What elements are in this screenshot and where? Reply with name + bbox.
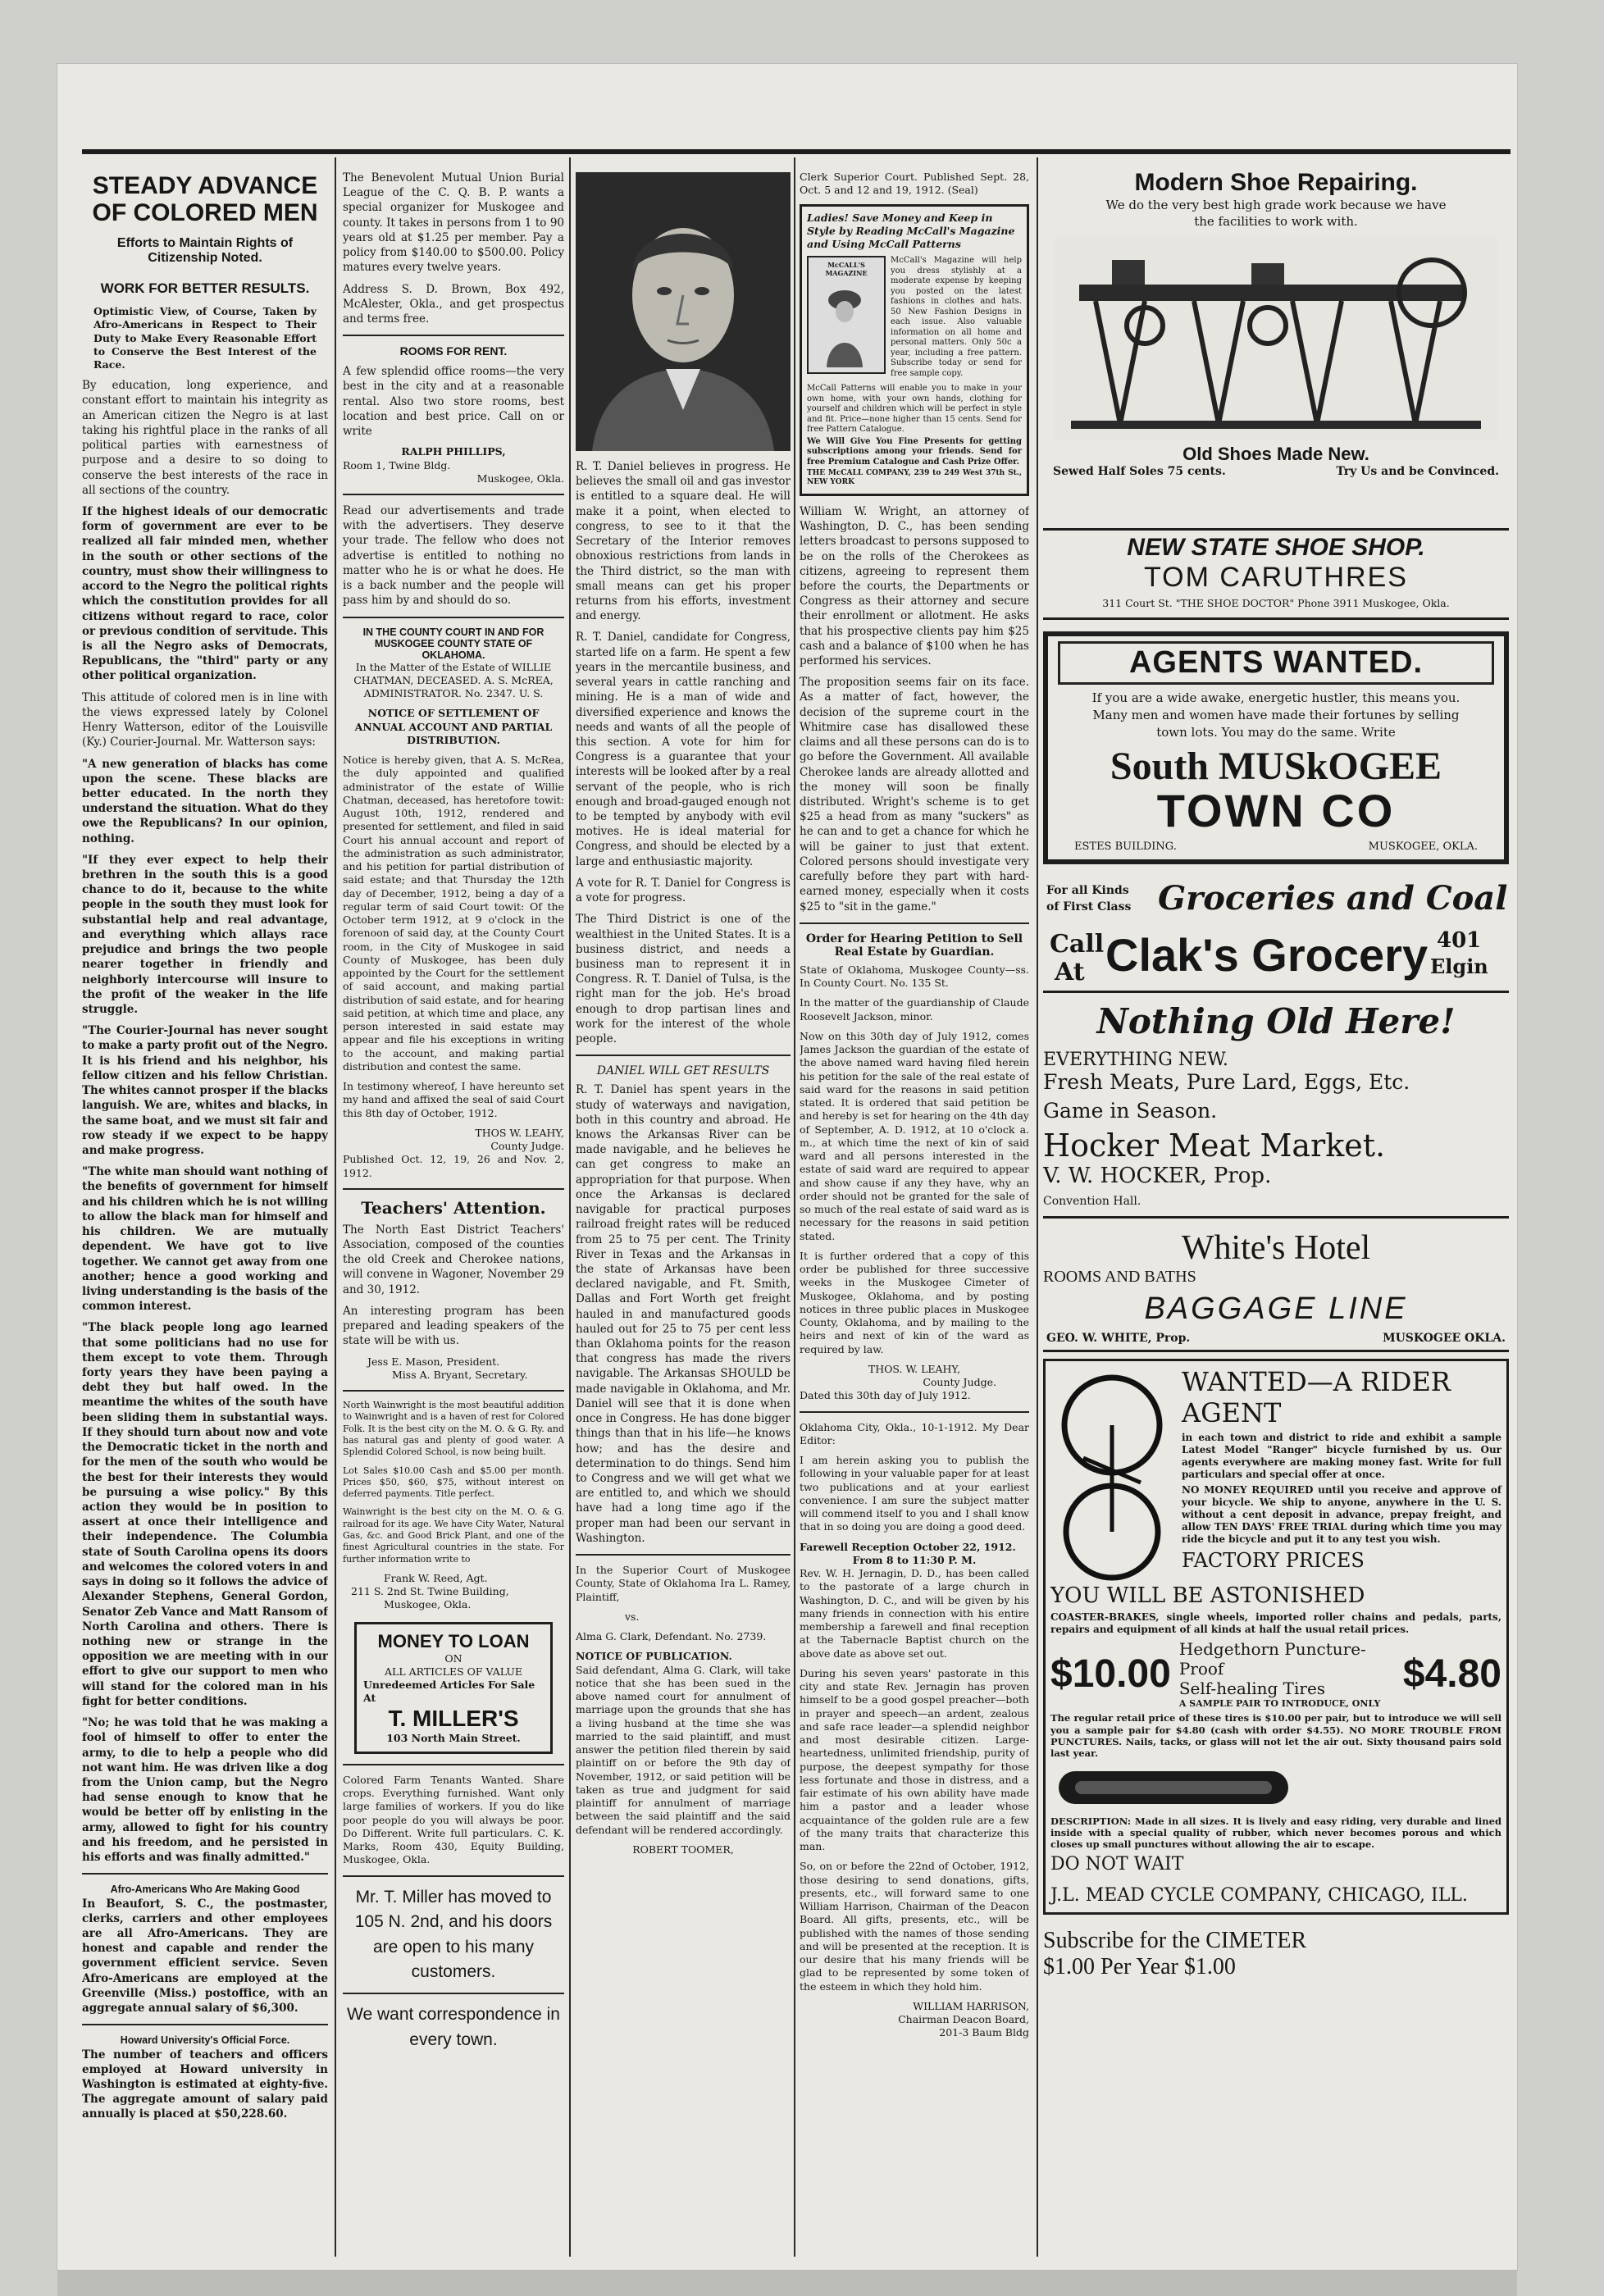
ad-text: MUSKOGEE OKLA. (1383, 1332, 1506, 1346)
headline: OF COLORED MEN (92, 199, 318, 226)
ad-text: V. W. HOCKER, Prop. (1043, 1164, 1272, 1189)
signature: WILLIAM HARRISON, (913, 1999, 1029, 2012)
hotel-ad (1043, 1219, 1509, 1352)
section-heading: ROOMS FOR RENT. (399, 344, 508, 358)
correspondence-notice: We want correspondence in every town. (347, 2005, 560, 2049)
magazine-cover-image (807, 256, 886, 374)
tire-illustration (1050, 1763, 1296, 1812)
signature: 211 S. 2nd St. Twine Building, (351, 1585, 509, 1598)
signature: THOS. W. LEAHY, (868, 1362, 961, 1375)
paragraph: If the highest ideals of our democratic form of government are ever to be realized all fair minded men, whether in the south or other sections of the country, must show their willingness to accord to the Negro the political rights which the constitution provides for all citizens without regard to race, color or previous condition of servitude. This is all the Negro asks of Democrats, Republicans, the "third" party or any other political organization. (82, 505, 328, 683)
column-rule (335, 157, 336, 2257)
paragraph: NOTICE OF SETTLEMENT OF ANNUAL ACCOUNT AND PARTIAL DISTRIBUTION. (354, 707, 553, 746)
paragraph: During his seven years' pastorate in this city and state Rev. Jernagin has proven himself to be a good gospel preacher—both in prayer and speech—an ardent, zealous and safe race leader—a splendid neighbor and most desirable citizen. Large-heartedness, unlimited friendship, purity of purpose, the deepest sympathy for those less fortunate and those in distress, and a fair estimate of his own ability have made him a pastor and a leader whose acquaintance of the golden rule are a few of the many traits that characterize this man. (800, 1666, 1029, 1852)
divider (343, 494, 564, 495)
ad-text: Unredeemed Articles For Sale At (363, 1679, 535, 1705)
paragraph: Oklahoma City, Okla., 10-1-1912. My Dear Editor: (800, 1420, 1029, 1446)
ad-text: MUSKOGEE, OKLA. (1368, 840, 1478, 854)
signature: ROBERT TOOMER, (632, 1843, 734, 1856)
bicycle-ad (1043, 1359, 1509, 1915)
ad-text: THE McCALL COMPANY, 239 to 249 West 37th St., NEW YORK (807, 469, 1022, 487)
magazine-title: McCALL'S MAGAZINE (825, 261, 868, 278)
ad-text: McCall Patterns will enable you to make in your own home, with your own hands, clothing for yourself and children which will be perfect in style and fit. Price—none higher than 15 cents. Send for free Pattern Catalogue. (807, 384, 1022, 435)
paragraph: Wainwright is the best city on the M. O. & G. railroad for its age. We have City Water, Natural Gas, &c. and Good Brick Plant, and one of the finest Agricultural countries in the state. For further information write to (343, 1506, 564, 1565)
ad-text: We do the very best high grade work because we have the facilities to work with. (1105, 198, 1447, 230)
column-1 (82, 162, 328, 2262)
paragraph: By education, long experience, and constant effort to maintain his integrity as an American citizen the Negro is at last taking his rightful place in the ranks of all political parties with earnestness of purpose and a desire to so doing to conserve the best interests of the race in all sections of the country. (82, 379, 328, 497)
paragraph: It is further ordered that a copy of this order be published for three successive weeks in the Muskogee Cimeter of Muskogee, Oklahoma, and by posting notices in three public places in Muskogee County, Oklahoma, and by mailing to the heirs and next of kin of the ward as required by law. (800, 1249, 1029, 1355)
ad-text: Elgin (1430, 954, 1488, 979)
mccall-ad (800, 204, 1029, 496)
ad-heading: South MUSkOGEE (1110, 745, 1442, 788)
headline: STEADY ADVANCE (92, 172, 318, 199)
ad-heading: Self-healing Tires (1178, 1679, 1326, 1699)
ad-text: For all Kinds (1046, 884, 1129, 898)
divider (343, 1993, 564, 1994)
ad-heading: TOM CARUTHRES (1144, 562, 1408, 593)
paragraph: Alma G. Clark, Defendant. No. 2739. (576, 1630, 767, 1643)
paragraph: The proposition seems fair on its face. As a matter of fact, however, the decision of the supreme court in the Whitmire case has disallowed these claims and all these persons can do is to go before the Government. All available Cherokee lands are already allotted and the money will soon be finally distributed. Wright's scheme is to get $25 a head from as many "suckers" as he can and to get a chance for which he will be gainer to just that extent. Colored persons should investigate very carefully before they part with hard-earned money, especially when it costs $25 to "sit in the game." (800, 676, 1029, 913)
ad-text: ESTES BUILDING. (1074, 840, 1177, 854)
ad-heading: DO NOT WAIT (1050, 1853, 1184, 1875)
signature: Frank W. Reed, Agt. (384, 1571, 488, 1584)
ad-text: If you are a wide awake, energetic hustler, this means you. Many men and women have made their fortunes by selling town lots. You may do the same. Write (1091, 690, 1460, 740)
ad-text: 401 (1437, 928, 1482, 954)
paragraph: In the matter of the guardianship of Claude Roosevelt Jackson, minor. (800, 996, 1029, 1023)
paragraph: "No; he was told that he was making a fool of himself to offer to enter the army, to die to help a people who did not want him. He was driven like a dog from the Union camp, but the Negro had sense enough to know that he would be better off by enlisting in the army, allowed to fight for his country and his freedom, and he persisted in his efforts and was finally admitted." (82, 1716, 328, 1865)
paragraph: This attitude of colored men is in line with the views expressed lately by Colonel Henry Watterson, editor of the Louisville (Ky.) Courier-Journal. Mr. Watterson says: (82, 690, 328, 749)
paragraph: I am herein asking you to publish the following in your valuable paper for at least two publications and at your earliest convenience. I am sure the subject matter will commend itself to you and I shall know that in so doing you are doing a good deed. (800, 1454, 1029, 1533)
signature: THOS W. LEAHY, (475, 1126, 564, 1139)
paragraph: Notice is hereby given, that A. S. McRea, the duly appointed and qualified administrator of the estate of Willie Chatman, deceased, has heretofore towit: August 10th, 1912, rendered and presented for settlement, and filed in said Court his annual account and report of the administration as such administrator, and his petition for partial distribution of said estate; and that Thursday the 12th day of December, 1912, being a day of a regular term of said Court towit: Of the October term 1912, at 9 o'clock in the forenoon of said day, at the County Court room, in the City of Muskogee in said County of Muskogee, has been duly appointed by the Court for the settlement of said account, and making partial distribution of said estate, and for hearing said petition, at which time and place, any person interested in said estate may appear and file his exceptions in writing to the account, and making partial distribution and contest the same. (343, 754, 564, 1073)
section-heading: NOTICE OF PUBLICATION. (576, 1650, 732, 1663)
ad-text: ROOMS AND BATHS (1043, 1268, 1196, 1287)
divider (343, 1188, 564, 1190)
ad-heading: Nothing Old Here! (1096, 1001, 1456, 1042)
price-label: $10.00 (1050, 1652, 1171, 1697)
paragraph: The number of teachers and officers employed at Howard university in Washington is estimated at eighty-five. The aggregate amount of salary paid annually is placed at $50,228.60. (82, 2048, 328, 2121)
divider (82, 2024, 328, 2025)
ad-text: We Will Give You Fine Presents for getting subscriptions among your friends. Send for free Premium Catalogue and Cash Prize Offer. (807, 436, 1022, 467)
signature: RALPH PHILLIPS, (401, 445, 506, 458)
paragraph: The Third District is one of the wealthiest in the United States. It is a business district, and needs a business man to represent it in Congress. R. T. Daniel of Tulsa, is the right man for the job. He's broad enough to drop partisan lines and work for the interest of the whole people. (576, 913, 791, 1046)
column-5-ads (1043, 162, 1509, 2262)
ad-heading: MONEY TO LOAN (377, 1630, 530, 1651)
page-bottom-edge (57, 2270, 1517, 2296)
divider (343, 617, 564, 618)
miller-notice: Mr. T. Miller has moved to 105 N. 2nd, and his doors are open to his many customers. (354, 1887, 553, 1981)
paragraph: "The black people long ago learned that some politicians had no use for them except to vote them. Through forty years they have been paying a debt they but half owed. In the meantime the whites of the south have been sliding them in substantial ways. If they should turn about now and vote the Democratic ticket in the north and for the men of the south who would be the best for their interests they would be pursuing a wise policy." By this action they would be in position to assert at once their intelligence and their independence. The Columbia state of South Carolina opens its doors and welcomes the colored voters in and says in doing so it follows the advice of Alexander Stephens, General Gordon, Senator Zeb Vance and Matt Ransom of North Carolina and others. There is nothing new or strange in the opposition we are meeting with in our effort to give our support to men who will stand for the colored man in his fight for better conditions. (82, 1321, 328, 1708)
paragraph: Lot Sales $10.00 Cash and $5.00 per month. Prices $50, $60, $75, without interest on deferred payments. Title perfect. (343, 1465, 564, 1500)
paragraph: North Wainwright is the most beautiful addition to Wainwright and is a haven of rest for Colored Folk. It is the best city on the M. O. & G. Ry. and has natural gas and plenty of good water. A Splendid Colored School, is now being built. (343, 1400, 564, 1458)
ad-text: Call (1050, 930, 1105, 959)
ad-text: ON (444, 1651, 463, 1665)
ad-heading: J.L. MEAD CYCLE COMPANY, CHICAGO, ILL. (1050, 1885, 1468, 1906)
ad-heading: Clak's Grocery (1105, 929, 1429, 982)
column-rule (569, 157, 571, 2257)
price-label: $4.80 (1402, 1652, 1501, 1697)
paragraph: Clerk Superior Court. Published Sept. 28, Oct. 5 and 12 and 19, 1912. (Seal) (800, 171, 1029, 197)
section-heading: From 8 to 11:30 P. M. (852, 1553, 977, 1566)
ad-heading: BAGGAGE LINE (1144, 1292, 1408, 1327)
paragraph: The North East District Teachers' Association, composed of the counties the old Creek and Cherokee nations, will convene in Wagoner, November 29 and 30, 1912. (343, 1223, 564, 1296)
paragraph: R. T. Daniel believes in progress. He believes the small oil and gas investor is entitled to a square deal. He will make it a point, when elected to congress, to see to it that the Secretary of the Interior removes obnoxious restrictions from lands in the Third district, so the man with small means can get his proper returns from his efforts, investment and energy. (576, 460, 791, 623)
ad-heading: Subscribe for the CIMETER (1043, 1928, 1307, 1954)
ad-heading: Hocker Meat Market. (1043, 1128, 1386, 1164)
paragraph: Address S. D. Brown, Box 492, McAlester, Okla., and get prospectus and terms free. (343, 282, 564, 326)
ad-text: Game in Season. (1043, 1099, 1218, 1123)
money-to-loan-ad (354, 1622, 553, 1754)
ad-heading: WANTED—A RIDER AGENT (1182, 1366, 1451, 1429)
paragraph: Now on this 30th day of July 1912, comes James Jackson the guardian of the estate of the above named ward having filed herein his petition for the sale of the real estate of said ward for the reasons in said petition stated. It is ordered that said petition be and hereby is set for hearing on the 4th day of September, A. D. 1912, at 10 o'clock a. m., at which time the next of kin of said ward and all persons interested in the estate of said ward are required to appear and show cause if any they have, why an order should not be granted for the sale of so much of the real estate of said ward as is necessary for the reasons in said petition stated. (800, 1029, 1029, 1242)
column-2 (343, 162, 564, 2262)
paragraph: R. T. Daniel has spent years in the study of waterways and navigation, both in this country and abroad. He knows the Arkansas River can be made navigable, and he believes he can get congress to make an appropriation for that purpose. When once the Arkansas is declared navigable for practical purposes railroad freight rates will be reduced from 25 to 75 per cent. The Trinity River in Texas and the Arkansas in the state of Arkansas have been declared navigable, and Ft. Smith, Dallas and Fort Worth get freight hauled in and manufactured goods hauled out for 25 to 75 per cent less than Oklahoma points for the reason that congress has made the rivers navigable. The Arkansas SHOULD be made navigable in Oklahoma, and Mr. Daniel will see that it is done when once in Congress. He has done bigger things than that in his life—he knows how; and has the desire and determination to do things. Send him to Congress and we will get what we are entitled to, and which we should have had a long time ago if the proper man had been our servant in Washington. (576, 1083, 791, 1545)
ad-text: Try Us and be Convinced. (1336, 464, 1499, 478)
ad-text: Fresh Meats, Pure Lard, Eggs, Etc. (1043, 1070, 1410, 1095)
agents-wanted-ad (1043, 631, 1509, 864)
ad-text: GEO. W. WHITE, Prop. (1046, 1332, 1191, 1346)
subscription-ad (1043, 1921, 1509, 1987)
ad-heading: Hedgethorn Puncture-Proof (1178, 1639, 1366, 1679)
signature: County Judge. (490, 1140, 564, 1153)
paragraph: "The white man should want nothing of the benefits of government for himself and his children which he is not willing to allow the black man for himself and his children. We are mutually dependent. We have got to live together. We cannot get away from one another; hence a good working and living understanding is the basis of the common interest. (82, 1165, 328, 1314)
subheadline: Efforts to Maintain Rights of (116, 236, 294, 250)
column-rule (794, 157, 795, 2257)
paragraph: Dated this 30th day of July 1912. (800, 1389, 971, 1402)
paragraph: "If they ever expect to help their brethren in the south this is a good chance to do it, because to the white people in the south they must look for substantial help and real advantage, and everything which allays race prejudice and brings the two people nearer together in friendly and neighborly intercourse will insure to the profit of the weaker in the life struggle. (82, 853, 328, 1016)
subheadline: Citizenship Noted. (148, 251, 262, 265)
bicycle-illustration (1050, 1368, 1173, 1581)
ad-text: in each town and district to ride and exhibit a sample Latest Model "Ranger" bicycle furnished by us. Our agents everywhere are making money fast. Write for full particulars and special offer at once. (1182, 1432, 1501, 1481)
deck: Optimistic View, of Course, Taken by Afro-Americans in Respect to Their Duty to Make Every Reasonable Effort to Conserve the Best Interest of the Race. (93, 305, 317, 371)
divider (343, 1875, 564, 1877)
paragraph: So, on or before the 22nd of October, 1912, those desiring to send donations, gifts, presents, etc., will forward same to one William Harrison, Chairman of the Deacon Board. All gifts, presents, etc., will be published with the names of those sending and will be presented at the reception. It is our desire that his many friends will be glad to be represented by some token of the esteem in which they hold him. (800, 1860, 1029, 1993)
signature: Muskogee, Okla. (476, 472, 564, 485)
magazine-figure-illustration (809, 277, 881, 367)
ad-text: Sewed Half Soles 75 cents. (1053, 464, 1226, 478)
signature: Chairman Deacon Board, (898, 2013, 1029, 2025)
top-rule (82, 149, 1511, 154)
paragraph: vs. (625, 1610, 640, 1623)
paragraph: Read our advertisements and trade with the advertisers. They deserve your trade. The fellow who does not advertise is entitled to nothing no matter who he is or what he does. He is a back number and the people will pass him by and should do so. (343, 504, 564, 608)
signature: Miss A. Bryant, Secretary. (392, 1368, 528, 1381)
paragraph: "A new generation of blacks has come upon the scene. These blacks are better educated. In the north they understand the situation. What do they owe the Republicans? In our opinion, nothing. (82, 757, 328, 845)
divider (800, 922, 1029, 924)
divider (343, 1764, 564, 1765)
paragraph: William W. Wright, an attorney of Washington, D. C., has been sending letters broadcast to persons supposed to be on the rolls of the Cherokees as citizens, agreeing to represent them before the courts, the Departments or Congress as their attorney and secure their enrollment or allotment. He asks that his prospective clients pay him $25 cash and a balance of $100 when he has performed his services. (800, 504, 1029, 668)
ad-heading: Modern Shoe Repairing. (1134, 169, 1418, 196)
ad-text: EVERYTHING NEW. (1043, 1050, 1228, 1071)
shoe-machinery-illustration (1055, 235, 1497, 440)
column-4 (800, 162, 1029, 2262)
subheadline: Afro-Americans Who Are Making Good (110, 1884, 300, 1896)
paragraph: R. T. Daniel, candidate for Congress, started life on a farm. He spent a few years in the mercantile business, and several years in cattle ranching and mining. He is a man of wide and diversified experience and knows the needs and wants of all the people of this section. A vote for him for Congress is a guarantee that your interests will be looked after by a real servant of the people, who is rich enough and broad-gauged enough not to be tempted by anybody with evil motives. He is ideal material for Congress, and should be elected by a large and enthusiastic majority. (576, 631, 791, 868)
meat-market-ad (1043, 993, 1509, 1219)
ad-text: COASTER-BRAKES, single wheels, imported roller chains and pedals, parts, repairs and equipment of all kinds at half the usual retail prices. (1050, 1611, 1501, 1636)
ad-text: DESCRIPTION: Made in all sizes. It is lively and easy riding, very durable and lined inside with a special quality of rubber, which never becomes porous and which closes up small punctures without allowing the air to escape. (1050, 1815, 1501, 1851)
shoe-shop-ad (1043, 531, 1509, 620)
ad-heading: FACTORY PRICES (1182, 1549, 1365, 1573)
ad-text: of First Class (1046, 900, 1132, 914)
section-heading: Teachers' Attention. (361, 1197, 546, 1218)
ad-text: 311 Court St. "THE SHOE DOCTOR" Phone 3911 Muskogee, Okla. (1102, 597, 1450, 609)
divider (576, 1554, 791, 1556)
ad-heading: $1.00 Per Year $1.00 (1043, 1954, 1236, 1980)
paragraph: Colored Farm Tenants Wanted. Share crops. Everything furnished. Want only large families of workers. If you do like poor people do you will always be poor. Do Different. Write full particulars. C. K. Marks, Room 430, Equity Building, Muskogee, Okla. (343, 1773, 564, 1866)
ad-heading: Groceries and Coal (1158, 879, 1508, 918)
ad-text: ALL ARTICLES OF VALUE (385, 1665, 522, 1678)
divider (343, 1390, 564, 1392)
divider (82, 1873, 328, 1875)
ad-heading: Ladies! Save Money and Keep in Style by Reading McCall's Magazine and Using McCall Patterns (807, 211, 1015, 250)
portrait-photo (576, 172, 791, 451)
paragraph: State of Oklahoma, Muskogee County—ss. In County Court. No. 135 St. (800, 963, 1029, 989)
section-heading: Farewell Reception October 22, 1912. (800, 1540, 1016, 1553)
divider (576, 1055, 791, 1056)
ad-heading: AGENTS WANTED. (1128, 645, 1424, 680)
signature: Muskogee, Okla. (384, 1598, 472, 1611)
ad-heading: T. MILLER'S (388, 1705, 519, 1731)
paragraph: In testimony whereof, I have hereunto set my hand and affixed the seal of said Court this 8th day of October, 1912. (343, 1080, 564, 1119)
paragraph: In the Matter of the Estate of WILLIE CHATMAN, DECEASED. A. S. McREA, ADMINISTRATOR. No. 2347. U. S. (353, 660, 554, 700)
ad-text: NO MONEY REQUIRED until you receive and approve of your bicycle. We ship to anyone, anywhere in the U. S. without a cent deposit in advance, prepay freight, and allow TEN DAYS' FREE TRIAL during which time you may ride the bicycle and put it to any test you wish. (1182, 1484, 1501, 1546)
paragraph: The Benevolent Mutual Union Burial League of the C. Q. B. P. wants a special organizer for Muskogee and county. It takes in persons from 1 to 90 years old at $1.25 per member. Pay a policy from $140.00 to $500.00. Policy matures every twelve years. (343, 171, 564, 275)
portrait-illustration (576, 172, 791, 451)
ad-text: A SAMPLE PAIR TO INTRODUCE, ONLY (1178, 1698, 1381, 1710)
paragraph: In Beaufort, S. C., the postmaster, clerks, carriers and other employees are all Afro-Americans. They are honest and capable and render the government efficient service. Seven Afro-Americans are employed at the Greenville (Miss.) postoffice, with an aggregate annual salary of $6,300. (82, 1897, 328, 2016)
ad-text: At (1055, 958, 1085, 987)
paragraph: An interesting program has been prepared and leading speakers of the state will be with us. (343, 1304, 564, 1348)
divider (800, 1411, 1029, 1413)
subheadline: WORK FOR BETTER RESULTS. (100, 280, 310, 296)
subheadline: Howard University's Official Force. (120, 2034, 290, 2047)
shoe-repair-ad (1043, 162, 1509, 531)
divider (343, 335, 564, 336)
paragraph: A few splendid office rooms—the very best in the city and at a reasonable rental. Also two store rooms, best location and best price. Call on or write (343, 365, 564, 439)
ad-heading: Old Shoes Made New. (1182, 443, 1369, 464)
section-heading: Order for Hearing Petition to Sell Real Estate by Guardian. (805, 932, 1023, 959)
paragraph: A vote for R. T. Daniel for Congress is a vote for progress. (576, 876, 791, 905)
column-3 (576, 162, 791, 2262)
paragraph: Said defendant, Alma G. Clark, will take notice that she has been sued in the above named court for annulment of marriage upon the grounds that she has a living husband at the time she was married to the said plaintiff, and must answer the petition filed therein by said plaintiff on or before the 9th day of November, 1912, or said petition will be taken as true and judgment for said plaintiff for annulment of marriage between the said plaintiff and the said defendant will be rendered accordingly. (576, 1663, 791, 1836)
signature: Jess E. Mason, President. (367, 1355, 500, 1368)
section-heading: DANIEL WILL GET RESULTS (596, 1064, 770, 1078)
ad-heading: White's Hotel (1181, 1229, 1371, 1268)
paragraph: "The Courier-Journal has never sought to make a party profit out of the Negro. It is his friend and his neighbor, his fellow citizen and his fellow Christian. The whites cannot prosper if the blacks languish. We are, whites and blacks, in the same boat, and we must sit fair and row steady if we expect to be happy and make progress. (82, 1024, 328, 1157)
column-rule (1037, 157, 1038, 2257)
ad-heading: NEW STATE SHOE SHOP. (1127, 534, 1425, 561)
paragraph: Rev. W. H. Jernagin, D. D., has been called to the pastorate of a large church in Washington, D. C., and will be given by his many friends in connection with his entire membership a farewell and final reception at the Tabernacle Baptist church on the above date as above set out. (800, 1567, 1029, 1660)
ad-text: Convention Hall. (1043, 1195, 1141, 1209)
signature: 201-3 Baum Bldg (939, 2026, 1029, 2039)
paragraph: In the Superior Court of Muskogee County, State of Oklahoma Ira L. Ramey, Plaintiff, (576, 1564, 791, 1603)
ad-heading: TOWN CO (1156, 785, 1396, 837)
ad-text: 103 North Main Street. (386, 1731, 521, 1744)
ad-text: McCall's Magazine will help you dress stylishly at a moderate expense by keeping you posted on the latest fashions in clothes and hats. 50 New Fashion Designs in each issue. Also valuable information on all home and personal matters. Only 50c a year, including a free pattern. Subscribe today or send for free sample copy. (891, 256, 1022, 378)
signature: County Judge. (923, 1376, 996, 1388)
ad-heading: YOU WILL BE ASTONISHED (1050, 1583, 1365, 1609)
ad-text: The regular retail price of these tires is $10.00 per pair, but to introduce we will sell you a sample pair for $4.80 (cash with order $4.55). NO MORE TROUBLE FROM PUNCTURES. Nails, tacks, or glass will not let the air out. Sixty thousand pairs sold last year. (1050, 1712, 1501, 1760)
signature: Room 1, Twine Bldg. (343, 458, 451, 472)
section-heading: IN THE COUNTY COURT IN AND FOR MUSKOGEE COUNTY STATE OF OKLAHOMA. (362, 626, 545, 661)
grocery-ad (1043, 876, 1509, 993)
paragraph: Published Oct. 12, 19, 26 and Nov. 2, 1912. (343, 1153, 564, 1179)
